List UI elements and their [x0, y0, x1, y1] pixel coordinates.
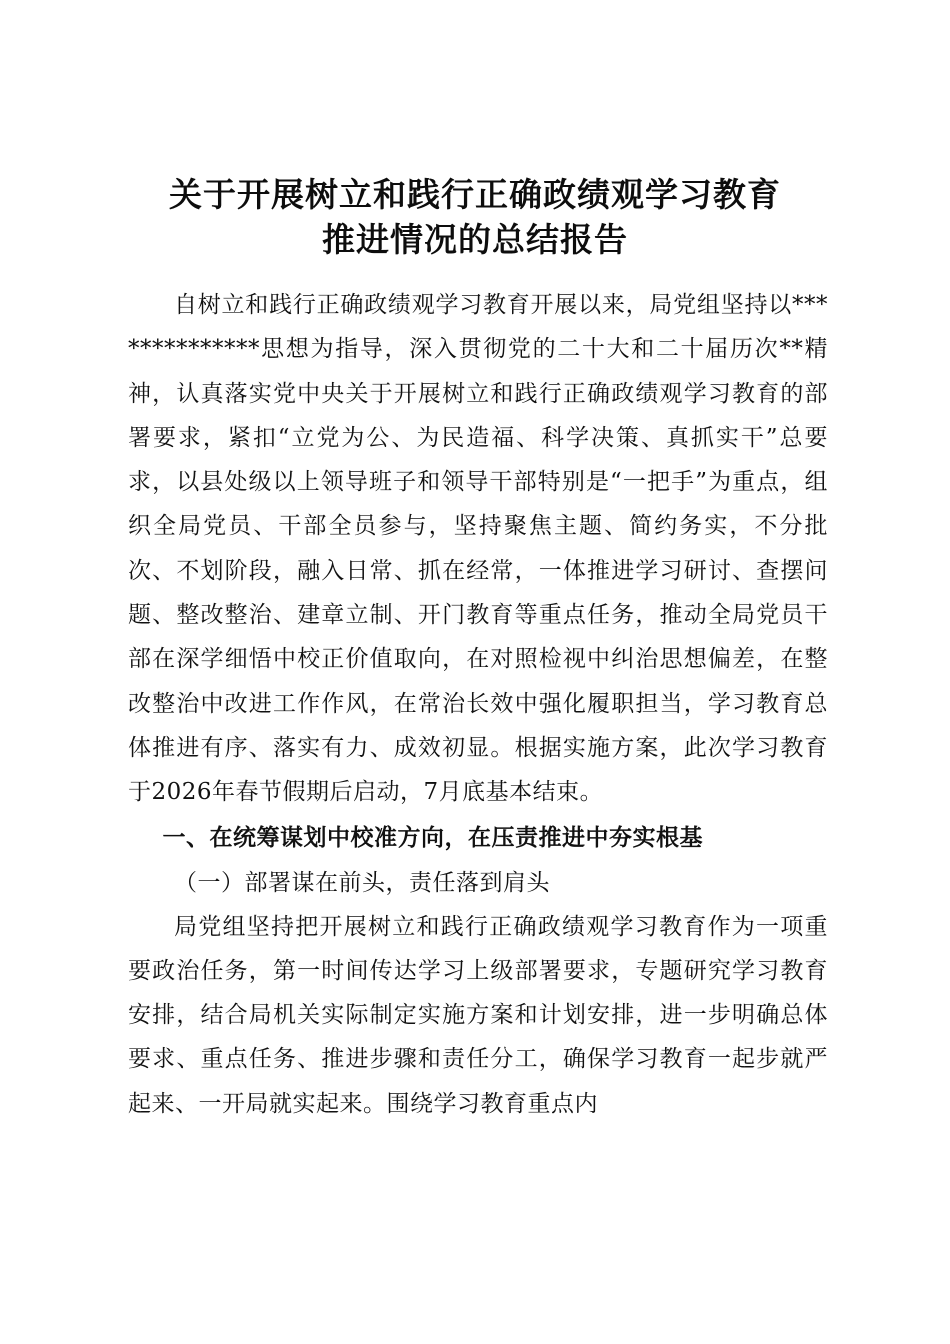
document-title-line-1: 关于开展树立和践行正确政绩观学习教育 [169, 175, 781, 214]
subsection-1-heading: （一）部署谋在前头，责任落到肩头 [174, 869, 550, 896]
section-1-heading: 一、在统筹谋划中校准方向，在压责推进中夯实根基 [162, 824, 703, 851]
document-title-line-2: 推进情况的总结报告 [322, 220, 628, 259]
document-body [128, 283, 828, 1126]
subsection-1-paragraph: 局党组坚持把开展树立和践行正确政绩观学习教育作为一项重要政治任务，第一时间传达学习上级部署要求，专题研究学习教育安排，结合局机关实际制定实施方案和计划安排，进一步明确总体要求、重点任务、推进步骤和责任分工，确保学习教育一起步就严起来、一开局就实起来。围绕学习教育重点内 [128, 913, 828, 1117]
intro-paragraph: 自树立和践行正确政绩观学习教育开展以来，局党组坚持以**************思想为指导，深入贯彻党的二十大和二十届历次**精神，认真落实党中央关于开展树立和践行正确政绩观学习教育的部署要求，紧扣“立党为公、为民造福、科学决策、真抓实干”总要求，以县处级以上领导班子和领导干部特别是“一把手”为重点，组织全局党员、干部全员参与，坚持聚焦主题、简约务实，不分批次、不划阶段，融入日常、抓在经常，一体推进学习研讨、查摆问题、整改整治、建章立制、开门教育等重点任务，推动全局党员干部在深学细悟中校正价值取向，在对照检视中纠治思想偏差，在整改整治中改进工作作风，在常治长效中强化履职担当，学习教育总体推进有序、落实有力、成效初显。根据实施方案，此次学习教育于2026年春节假期后启动，7月底基本结束。 [128, 292, 828, 806]
